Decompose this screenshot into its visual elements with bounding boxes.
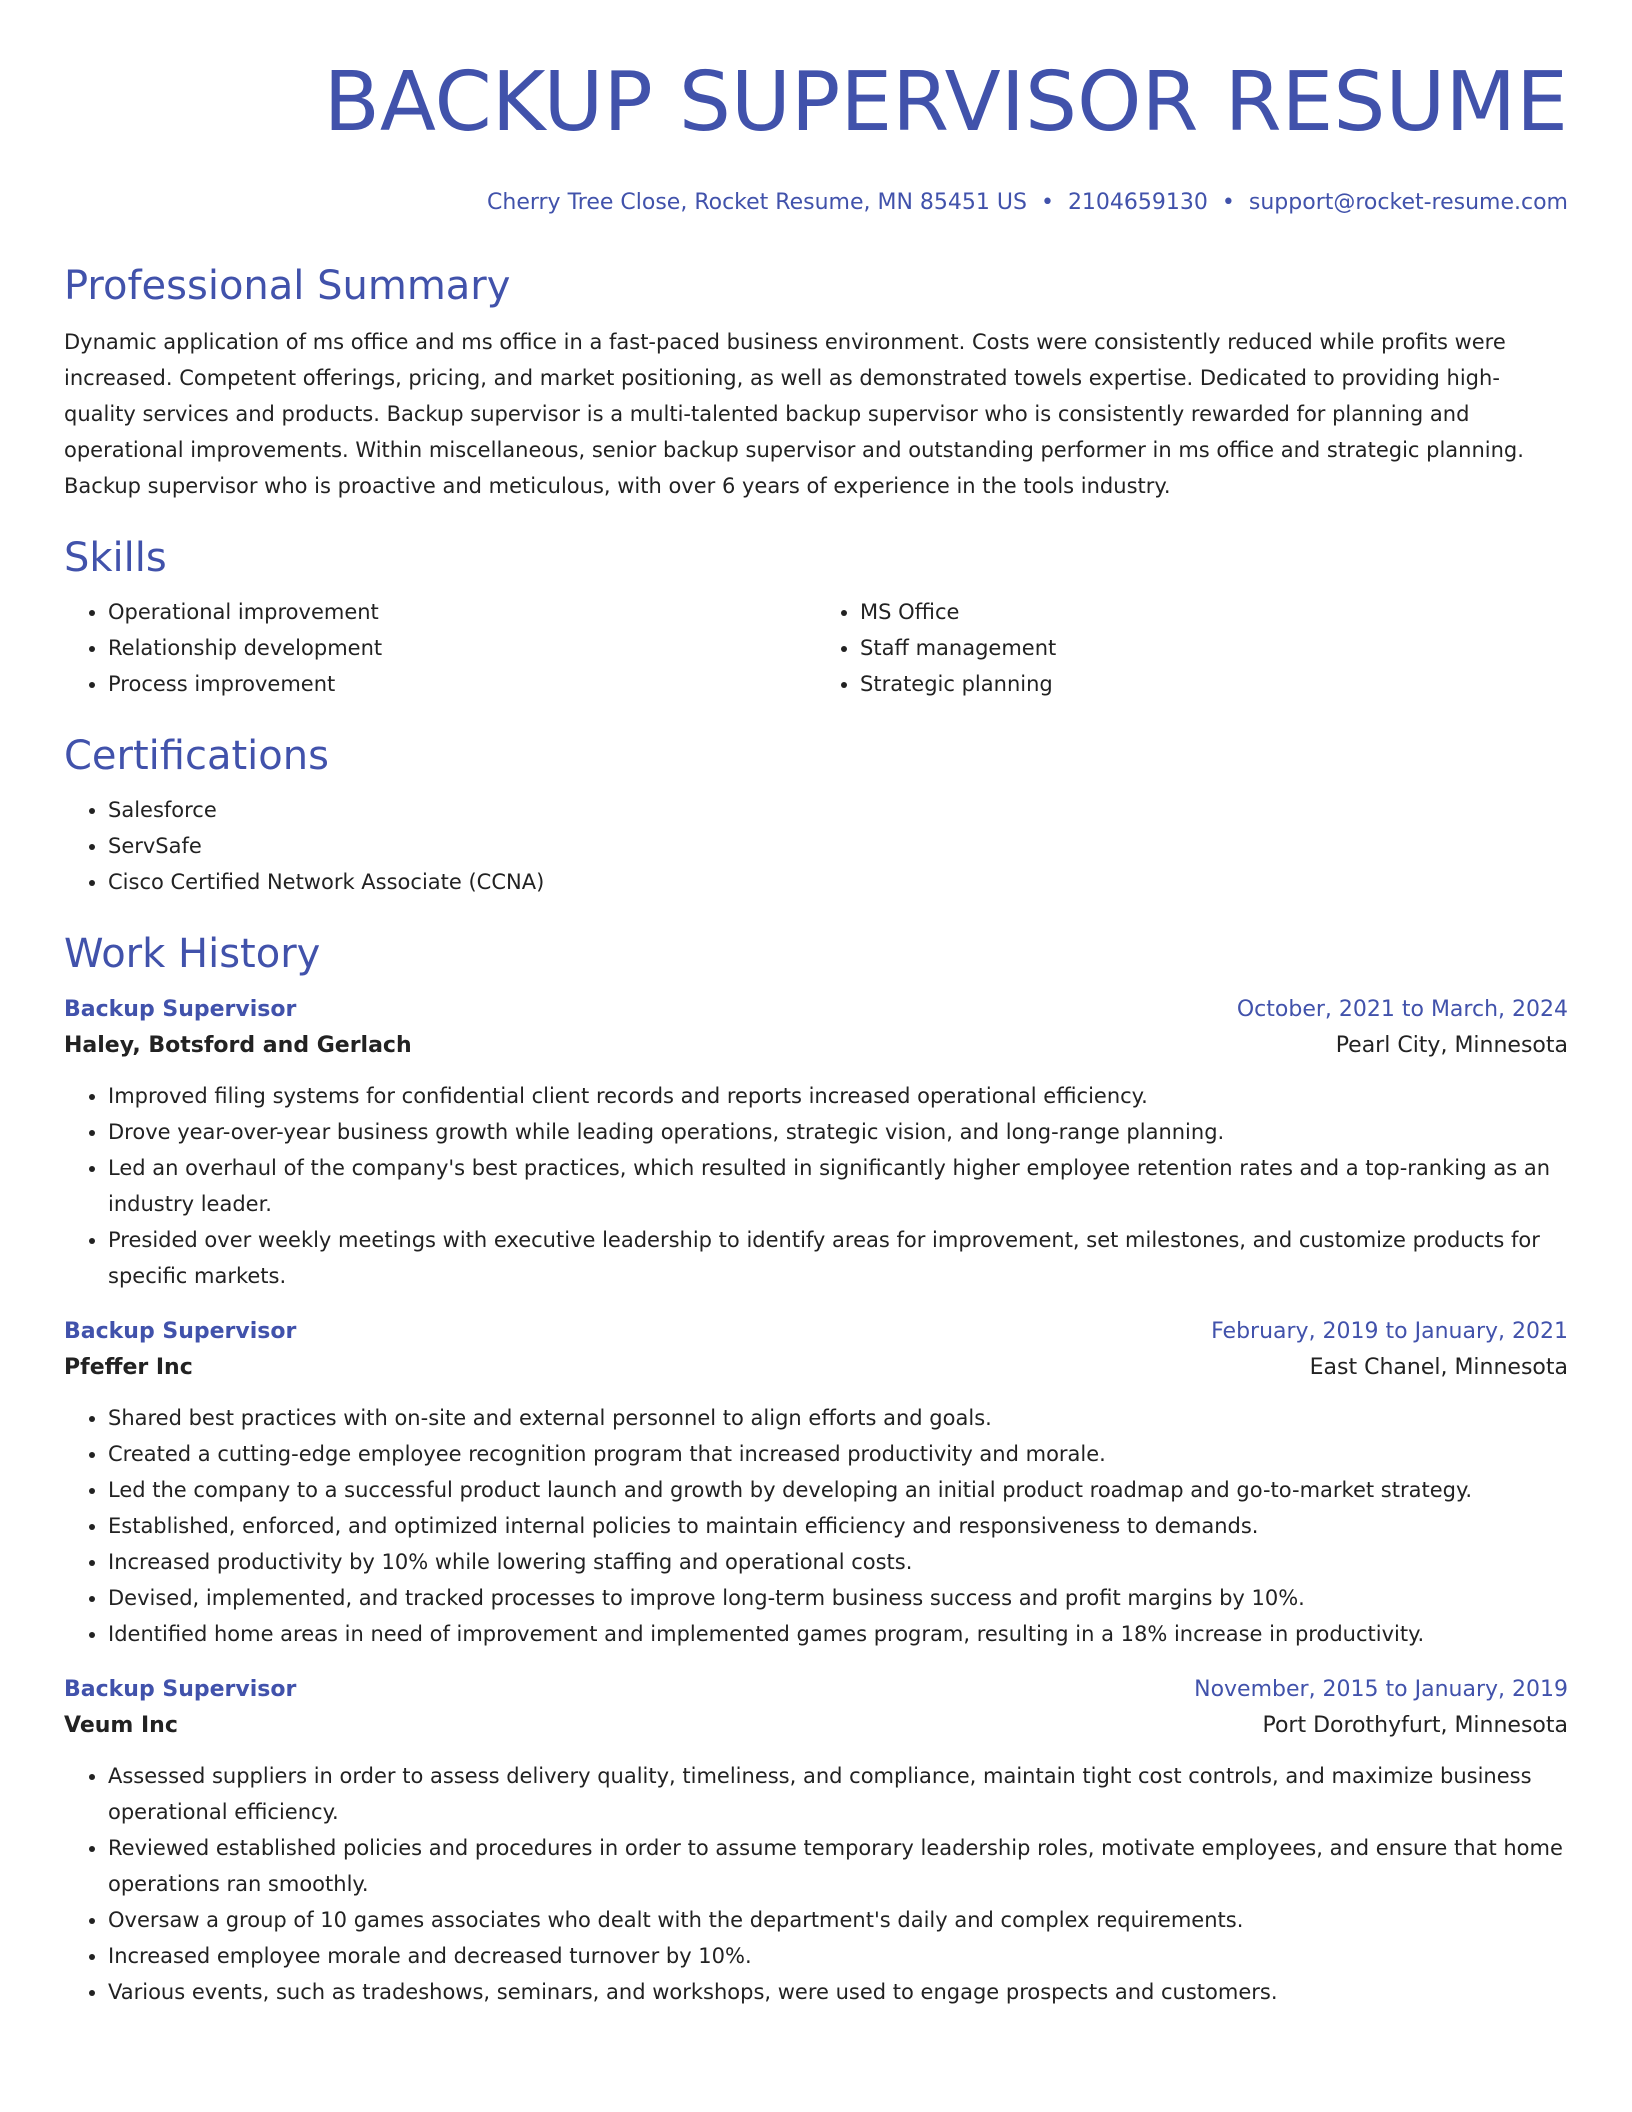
contact-separator: •	[1221, 190, 1235, 215]
skills-grid	[64, 594, 1568, 702]
job-bullet: • Drove year-over-year business growth while leading operations, strategic vision, and long-range planning.	[108, 1114, 1568, 1150]
certifications-heading: Certifications	[64, 733, 329, 779]
contact-line	[64, 188, 1568, 218]
job-title: Backup Supervisor	[64, 1677, 297, 1702]
skills-list-left	[64, 594, 816, 702]
job-bullet: • Improved filing systems for confidential client records and reports increased operational efficiency.	[108, 1078, 1568, 1114]
work-history-section	[64, 930, 1568, 2010]
certifications-section	[64, 732, 1568, 900]
job-location: Pearl City, Minnesota	[1335, 1033, 1568, 1058]
summary-section	[64, 262, 1568, 504]
job-bullet: • Reviewed established policies and procedures in order to assume temporary leadership roles, motivate employees, and ensure that home operations ran smoothly.	[108, 1830, 1568, 1902]
job-dates: February, 2019 to January, 2021	[1211, 1319, 1568, 1344]
job-bullets	[64, 1078, 1568, 1294]
job-title-row	[64, 992, 1568, 1028]
job-bullet: • Led the company to a successful product launch and growth by developing an initial product roadmap and go-to-market strategy.	[108, 1472, 1568, 1508]
summary-text: Dynamic application of ms office and ms office in a fast-paced business environment. Costs were consistently reduced while profits were increased. Competent offerings, pricing, and market positioning, as well as demonstrated towels expertise. Dedicated to providing high-quality services and products. Backup supervisor is a multi-talented backup supervisor who is consistently rewarded for planning and operational improvements. Within miscellaneous, senior backup supervisor and outstanding performer in ms office and strategic planning. Backup supervisor who is proactive and meticulous, with over 6 years of experience in the tools industry.	[64, 330, 1524, 498]
job-bullet: • Various events, such as tradeshows, seminars, and workshops, were used to engage prospects and customers.	[108, 1974, 1568, 2010]
contact-email[interactable]: support@rocket-resume.com	[1248, 190, 1568, 215]
job-company: Pfeffer Inc	[64, 1355, 193, 1380]
work-history-heading: Work History	[64, 931, 321, 977]
job-company-row	[64, 1350, 1568, 1386]
skill-item: • Process improvement	[108, 666, 816, 702]
job-location: Port Dorothyfurt, Minnesota	[1262, 1713, 1568, 1738]
resume-header	[64, 56, 1568, 218]
skills-section	[64, 534, 1568, 702]
skill-item: • Strategic planning	[860, 666, 1568, 702]
job-bullet: • Increased productivity by 10% while lowering staffing and operational costs.	[108, 1544, 1568, 1580]
job-company-row	[64, 1708, 1568, 1744]
job-bullet: • Led an overhaul of the company's best practices, which resulted in significantly higher employee retention rates and a top-ranking as an industry leader.	[108, 1150, 1568, 1222]
job-bullet: • Assessed suppliers in order to assess delivery quality, timeliness, and compliance, maintain tight cost controls, and maximize business operational efficiency.	[108, 1758, 1568, 1830]
contact-address: Cherry Tree Close, Rocket Resume, MN 85451 US	[487, 190, 1027, 215]
job-entry	[64, 1672, 1568, 2010]
job-company: Veum Inc	[64, 1713, 178, 1738]
job-bullet: • Established, enforced, and optimized internal policies to maintain efficiency and responsiveness to demands.	[108, 1508, 1568, 1544]
job-bullet: • Shared best practices with on-site and external personnel to align efforts and goals.	[108, 1400, 1568, 1436]
job-bullet: • Devised, implemented, and tracked processes to improve long-term business success and profit margins by 10%.	[108, 1580, 1568, 1616]
job-title: Backup Supervisor	[64, 997, 297, 1022]
job-dates: November, 2015 to January, 2019	[1194, 1677, 1568, 1702]
job-company: Haley, Botsford and Gerlach	[64, 1033, 412, 1058]
job-bullet: • Created a cutting-edge employee recognition program that increased productivity and morale.	[108, 1436, 1568, 1472]
contact-phone: 2104659130	[1067, 190, 1208, 215]
job-company-row	[64, 1028, 1568, 1064]
skills-list-right	[816, 594, 1568, 702]
skill-item: • Staff management	[860, 630, 1568, 666]
job-bullet: • Presided over weekly meetings with executive leadership to identify areas for improvement, set milestones, and customize products for specific markets.	[108, 1222, 1568, 1294]
certification-item: • Cisco Certified Network Associate (CCNA)	[108, 864, 1568, 900]
job-title-row	[64, 1314, 1568, 1350]
skill-item: • Relationship development	[108, 630, 816, 666]
certification-item: • ServSafe	[108, 828, 1568, 864]
contact-separator: •	[1040, 190, 1054, 215]
resume-title: BACKUP SUPERVISOR RESUME	[323, 55, 1568, 150]
job-bullets	[64, 1758, 1568, 2010]
job-bullet: • Increased employee morale and decreased turnover by 10%.	[108, 1938, 1568, 1974]
job-entry	[64, 992, 1568, 1294]
summary-heading: Professional Summary	[64, 263, 511, 309]
job-bullet: • Oversaw a group of 10 games associates who dealt with the department's daily and complex requirements.	[108, 1902, 1568, 1938]
job-dates: October, 2021 to March, 2024	[1236, 997, 1568, 1022]
skills-heading: Skills	[64, 535, 167, 581]
job-bullets	[64, 1400, 1568, 1652]
skill-item: • MS Office	[860, 594, 1568, 630]
job-bullet: • Identified home areas in need of improvement and implemented games program, resulting in a 18% increase in productivity.	[108, 1616, 1568, 1652]
job-title: Backup Supervisor	[64, 1319, 297, 1344]
job-title-row	[64, 1672, 1568, 1708]
certification-item: • Salesforce	[108, 792, 1568, 828]
skill-item: • Operational improvement	[108, 594, 816, 630]
certifications-list	[64, 792, 1568, 900]
job-location: East Chanel, Minnesota	[1309, 1355, 1568, 1380]
job-entry	[64, 1314, 1568, 1652]
